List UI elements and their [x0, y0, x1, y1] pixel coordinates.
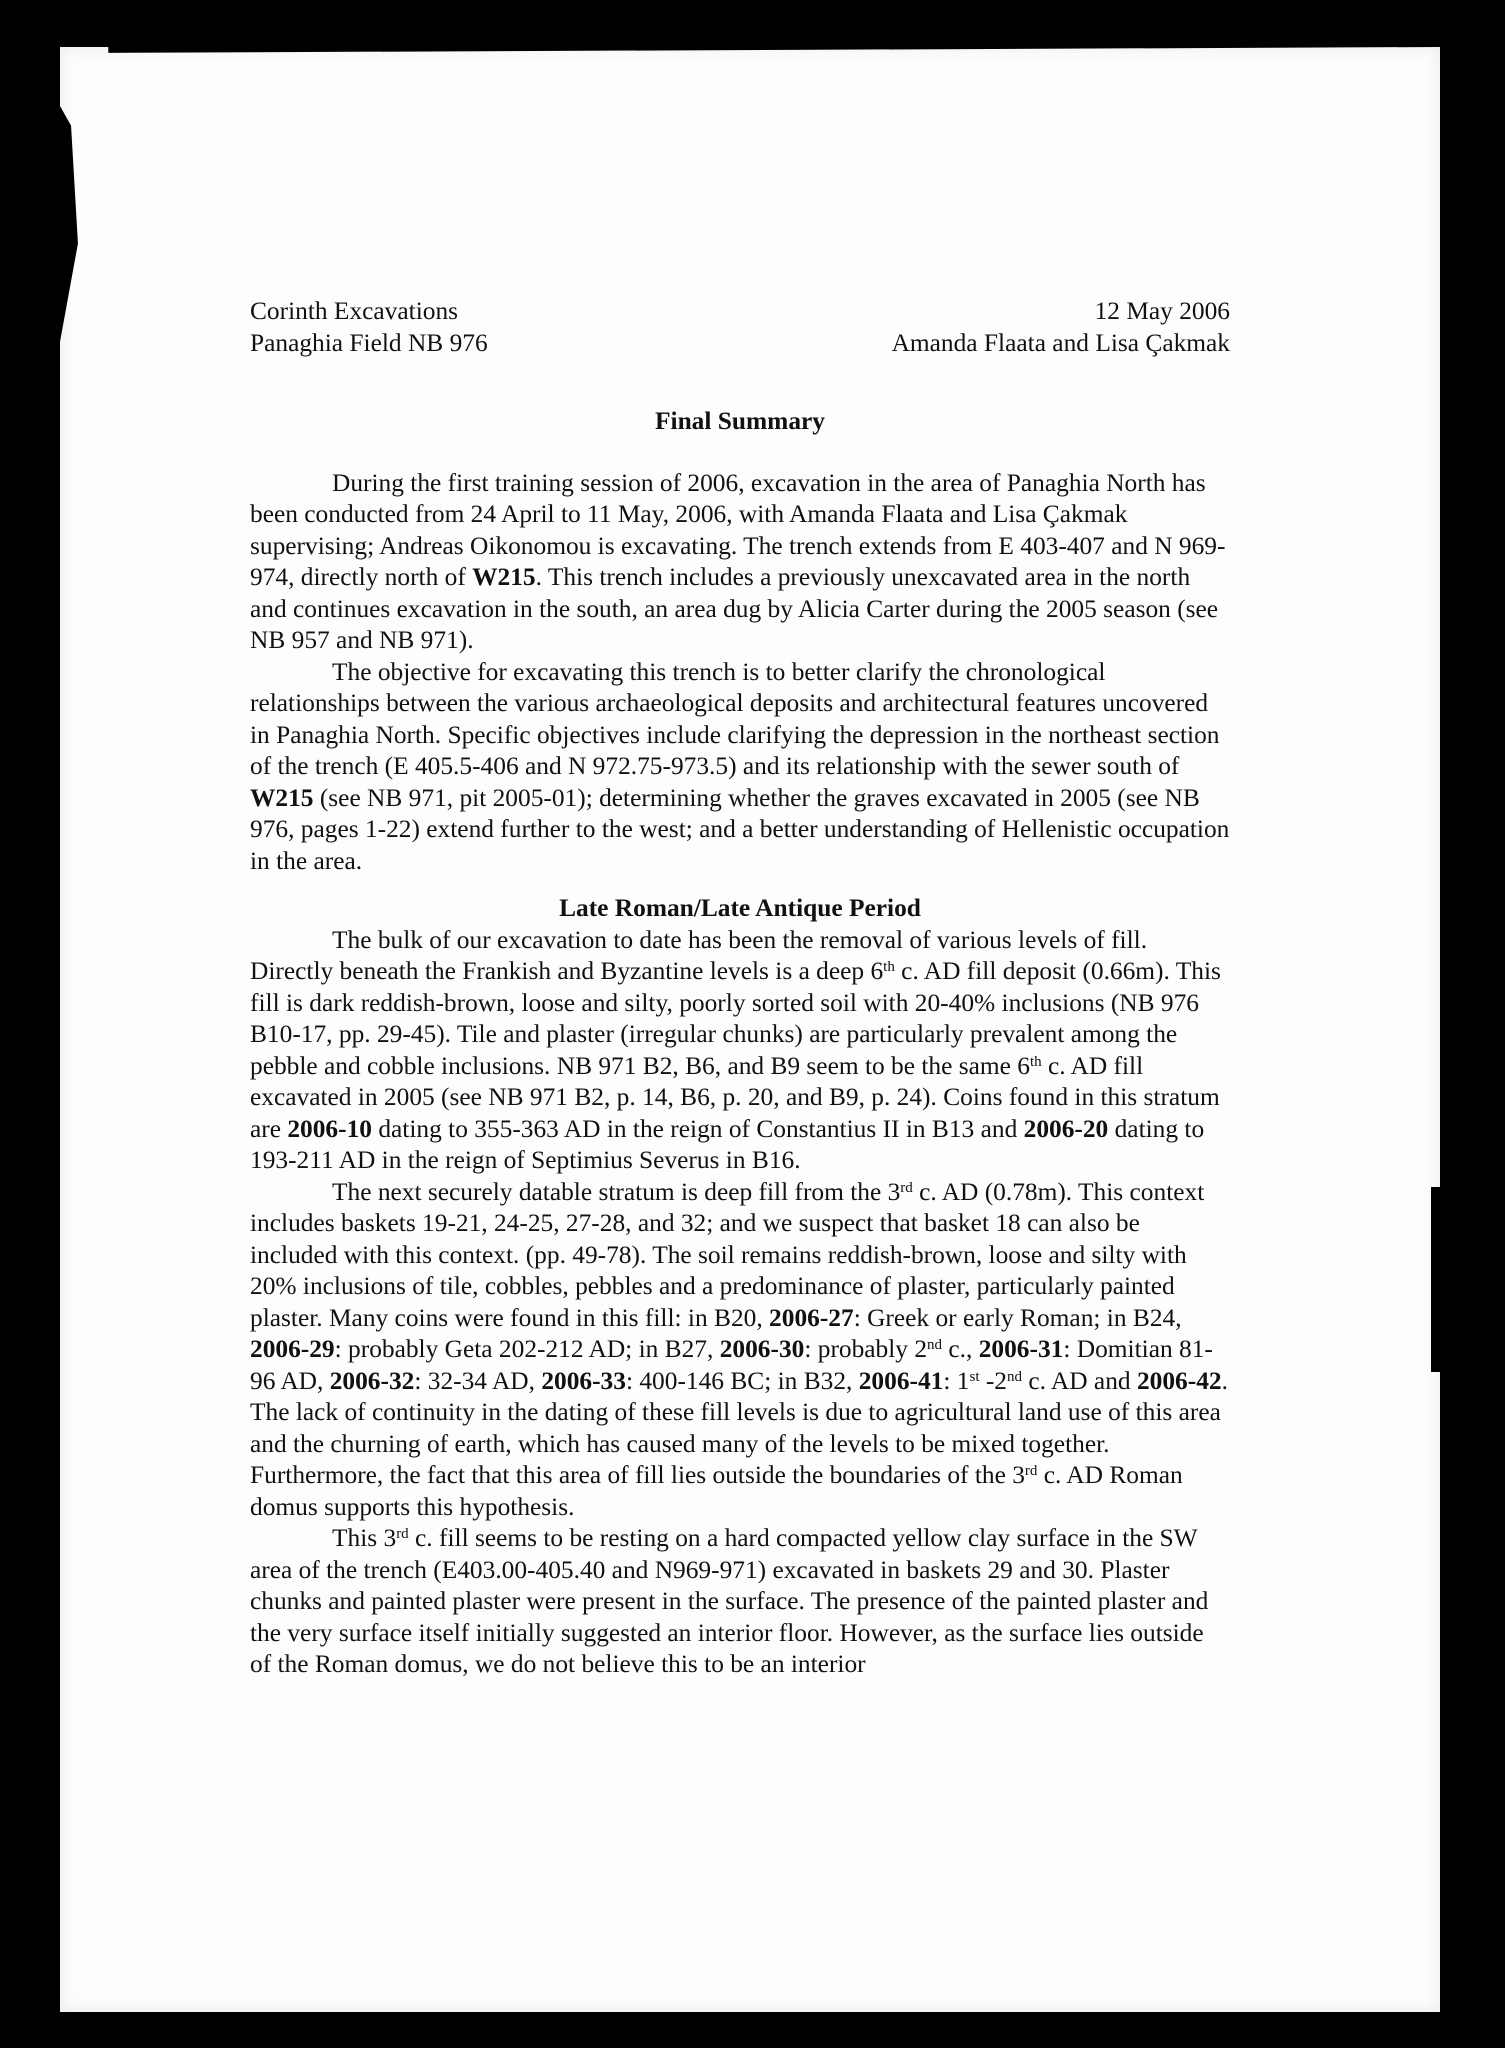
notebook-id: Panaghia Field NB 976: [250, 328, 488, 357]
header-right: [892, 296, 1230, 359]
wall-ref: W215: [250, 783, 314, 812]
coin-ref: 2006-20: [1023, 1114, 1109, 1143]
late-roman-paragraph-1: The bulk of our excavation to date has been the removal of various levels of fill. Directly beneath the Frankish and Byzantine levels is a deep 6th c. AD fill deposit (0.66m). This fill is dark reddish-brown, loose and silty, poorly sorted soil with 20-40% inclusions (NB 976 B10-17, pp. 29-45). Tile and plaster (irregular chunks) are particularly prevalent among the pebble and cobble inclusions. NB 971 B2, B6, and B9 seem to be the same 6th c. AD fill excavated in 2005 (see NB 971 B2, p. 14, B6, p. 20, and B9, p. 24). Coins found in this stratum are 2006-10 dating to 355-363 AD in the reign of Constantius II in B13 and 2006-20 dating to 193-211 AD in the reign of Septimius Severus in B16.: [250, 925, 1221, 1174]
document-authors: Amanda Flaata and Lisa Çakmak: [891, 328, 1230, 357]
coin-ref: 2006-41: [858, 1366, 944, 1395]
coin-ref: 2006-27: [769, 1303, 854, 1332]
org-name: Corinth Excavations: [250, 297, 459, 325]
coin-ref: 2006-10: [287, 1114, 372, 1143]
coin-ref: 2006-31: [978, 1335, 1064, 1363]
header-left: [250, 296, 488, 359]
document-date: 12 May 2006: [1094, 297, 1230, 325]
intro-paragraph-2: The objective for excavating this trench is to better clarify the chronological relationships between the various archaeological deposits and architectural features uncovered in Panaghia North. Specific objectives include clarifying the depression in the northeast section of the trench (E 405.5-406 and N 972.75-973.5) and its relationship with the sewer south of W215 (see NB 971, pit 2005-01); determining whether the graves excavated in 2005 (see NB 976, pages 1-22) extend further to the west; and a better understanding of Hellenistic occupation in the area.: [250, 657, 1230, 875]
document-body: [250, 296, 1230, 1681]
coin-ref: 2006-32: [329, 1366, 415, 1395]
late-roman-paragraph-2: The next securely datable stratum is deep fill from the 3rd c. AD (0.78m). This context includes baskets 19-21, 24-25, 27-28, and 32; and we suspect that basket 18 can also be included with this context. (pp. 49-78). The soil remains reddish-brown, loose and silty with 20% inclusions of tile, cobbles, pebbles and a predominance of plaster, particularly painted plaster. Many coins were found in this fill: in B20, 2006-27: Greek or early Roman; in B24, 2006-29: probably Geta 202-212 AD; in B27, 2006-30: probably 2nd c., 2006-31: Domitian 81-96 AD, 2006-32: 32-34 AD, 2006-33: 400-146 BC; in B32, 2006-41: 1st -2nd c. AD and 2006-42. The lack of continuity in the dating of these fill levels is due to agricultural land use of this area and the churning of earth, which has caused many of the levels to be mixed together. Furthermore, the fact that this area of fill lies outside the boundaries of the 3rd c. AD Roman domus supports this hypothesis.: [250, 1177, 1228, 1521]
page-title: Final Summary: [655, 407, 825, 435]
section-heading: Late Roman/Late Antique Period: [559, 894, 921, 922]
coin-ref: 2006-42: [1136, 1366, 1222, 1395]
document-header: [250, 296, 1230, 359]
wall-ref: W215: [472, 563, 536, 591]
binding-mark: [1431, 1187, 1440, 1372]
coin-ref: 2006-29: [250, 1335, 335, 1363]
late-roman-paragraph-3: This 3rd c. fill seems to be resting on a hard compacted yellow clay surface in the SW area of the trench (E403.00-405.40 and N969-971) excavated in baskets 29 and 30. Plaster chunks and painted plaster were present in the surface. The presence of the painted plaster and the very surface itself initially suggested an interior floor. However, as the surface lies outside of the Roman domus, we do not believe this to be an interior: [250, 1524, 1209, 1678]
intro-paragraph-1: During the first training session of 2006, excavation in the area of Panaghia North has been conducted from 24 April to 11 May, 2006, with Amanda Flaata and Lisa Çakmak supervising; Andreas Oikonomou is excavating. The trench extends from E 403-407 and N 969-974, directly north of W215. This trench includes a previously unexcavated area in the north and continues excavation in the south, an area dug by Alicia Carter during the 2005 season (see NB 957 and NB 971).: [250, 468, 1226, 654]
coin-ref: 2006-33: [541, 1366, 626, 1395]
coin-ref: 2006-30: [719, 1335, 805, 1363]
